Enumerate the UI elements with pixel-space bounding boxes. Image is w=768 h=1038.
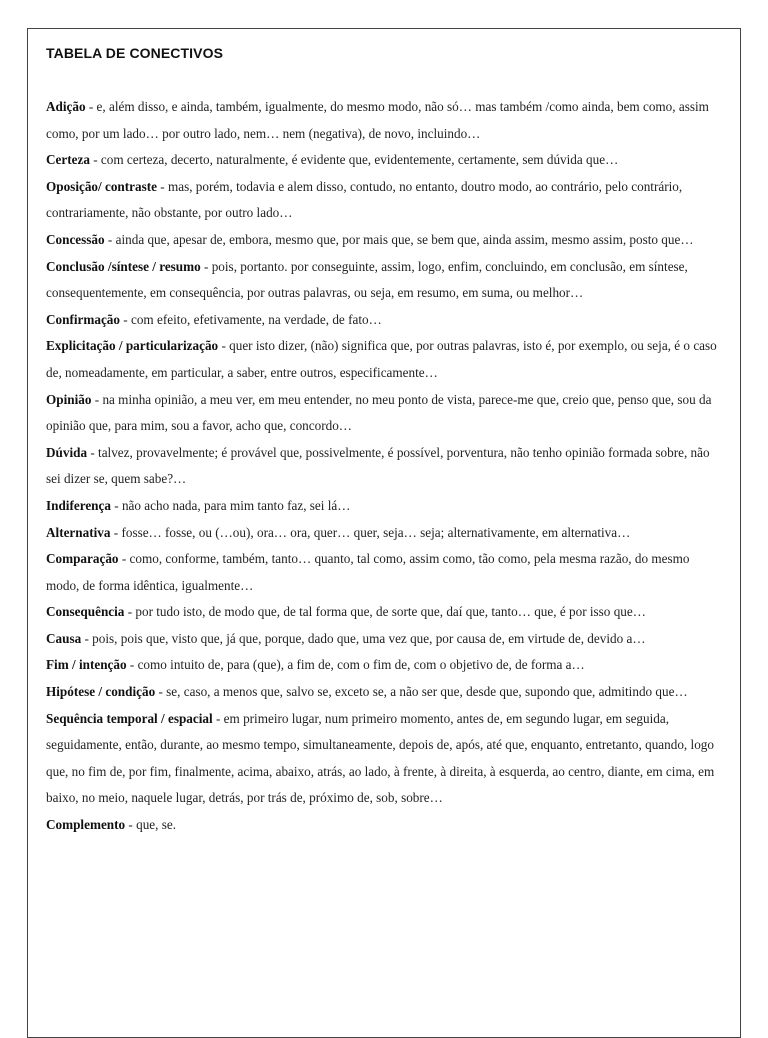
entry-duvida	[46, 440, 724, 493]
entry-text: - por tudo isto, de modo que, de tal forma que, de sorte que, daí que, tanto… que, é por isso que…	[124, 604, 646, 620]
entry-term: Comparação	[46, 551, 119, 567]
entry-text: - quer isto dizer, (não) significa que, por outras palavras, isto é, por exemplo, ou seja, é o caso de, nomeadamente, em particular, a saber, entre outros, especificamente…	[46, 338, 717, 380]
entry-fim-intencao	[46, 652, 724, 679]
entry-opiniao	[46, 387, 724, 440]
entry-term: Causa	[46, 630, 82, 646]
entry-term: Alternativa	[46, 524, 111, 540]
entry-text: - na minha opinião, a meu ver, em meu entender, no meu ponto de vista, parece-me que, creio que, penso que, sou da opinião que, para mim, sou a favor, acho que, concordo…	[46, 391, 712, 434]
entry-text: - mas, porém, todavia e alem disso, contudo, no entanto, doutro modo, ao contrário, pelo contrário, contrariamente, não obstante, por outro lado…	[46, 178, 683, 221]
entry-term: Confirmação	[46, 311, 120, 327]
entry-complemento	[46, 812, 724, 839]
entry-text: - pois, portanto. por conseguinte, assim, logo, enfim, concluindo, em conclusão, em síntese, consequentemente, em consequência, por outras palavras, ou seja, em resumo, em suma, ou melhor…	[46, 258, 688, 301]
entry-text: - pois, pois que, visto que, já que, porque, dado que, uma vez que, por causa de, em virtude de, devido a…	[81, 630, 646, 646]
entry-term: Certeza	[46, 152, 90, 168]
entry-text: - se, caso, a menos que, salvo se, exceto se, a não ser que, desde que, supondo que, admitindo que…	[155, 684, 688, 700]
connectives-list	[46, 94, 724, 839]
entry-concessao	[46, 227, 724, 254]
entry-text: - com certeza, decerto, naturalmente, é evidente que, evidentemente, certamente, sem dúvida que…	[89, 152, 619, 168]
entry-text: - como intuito de, para (que), a fim de, com o fim de, com o objetivo de, de forma a…	[126, 657, 585, 673]
entry-text: - como, conforme, também, tanto… quanto, tal como, assim como, tão como, pela mesma razão, do mesmo modo, de forma idêntica, igualmente…	[46, 551, 690, 593]
entry-consequencia	[46, 599, 724, 626]
entry-hipotese-condicao	[46, 679, 724, 706]
entry-term: Dúvida	[46, 444, 88, 460]
entry-certeza	[46, 147, 724, 174]
entry-term: Indiferença	[46, 497, 111, 513]
entry-term: Oposição/ contraste	[46, 178, 157, 194]
document-title: TABELA DE CONECTIVOS	[46, 45, 224, 61]
entry-term: Fim / intenção	[46, 657, 127, 673]
document-page	[27, 28, 741, 1038]
entry-term: Sequência temporal / espacial	[46, 710, 213, 726]
entry-confirmacao	[46, 307, 724, 334]
entry-explicitacao	[46, 333, 724, 386]
entry-text: - em primeiro lugar, num primeiro momento, antes de, em segundo lugar, em seguida, seguidamente, então, durante, ao mesmo tempo, simultaneamente, depois de, após, até que, enquanto, entretanto, quando, logo que, no fim de, por fim, finalmente, acima, abaixo, atrás, ao lado, à frente, à direita, à esquerda, ao centro, diante, em cima, em baixo, no meio, naquele lugar, detrás, por trás de, próximo de, sob, sobre…	[46, 710, 715, 806]
entry-adicao	[46, 94, 724, 147]
entry-term: Consequência	[46, 604, 125, 620]
entry-text: - ainda que, apesar de, embora, mesmo que, por mais que, se bem que, ainda assim, mesmo assim, posto que…	[104, 231, 694, 247]
entry-term: Concessão	[46, 231, 105, 247]
entry-text: - não acho nada, para mim tanto faz, sei lá…	[110, 497, 351, 513]
entry-term: Conclusão /síntese / resumo	[46, 258, 201, 274]
entry-conclusao	[46, 254, 724, 307]
entry-text: - e, além disso, e ainda, também, igualmente, do mesmo modo, não só… mas também /como ainda, bem como, assim como, por um lado… por outro lado, nem… nem (negativa), de novo, incluindo…	[46, 99, 709, 141]
entry-term: Opinião	[46, 391, 92, 407]
entry-text: - fosse… fosse, ou (…ou), ora… ora, quer… quer, seja… seja; alternativamente, em alternativa…	[110, 524, 631, 540]
entry-alternativa	[46, 520, 724, 547]
entry-term: Explicitação / particularização	[46, 338, 219, 354]
entry-oposicao-contraste	[46, 174, 724, 227]
entry-sequencia-temporal-espacial	[46, 706, 724, 812]
entry-comparacao	[46, 546, 724, 599]
entry-causa	[46, 626, 724, 653]
entry-text: - que, se.	[125, 817, 177, 833]
entry-indiferenca	[46, 493, 724, 520]
entry-term: Complemento	[46, 817, 126, 833]
entry-text: - talvez, provavelmente; é provável que, possivelmente, é possível, porventura, não tenho opinião formada sobre, não sei dizer se, quem sabe?…	[46, 444, 710, 487]
entry-term: Adição	[46, 99, 86, 114]
entry-term: Hipótese / condição	[46, 684, 156, 700]
entry-text: - com efeito, efetivamente, na verdade, de fato…	[119, 311, 382, 327]
